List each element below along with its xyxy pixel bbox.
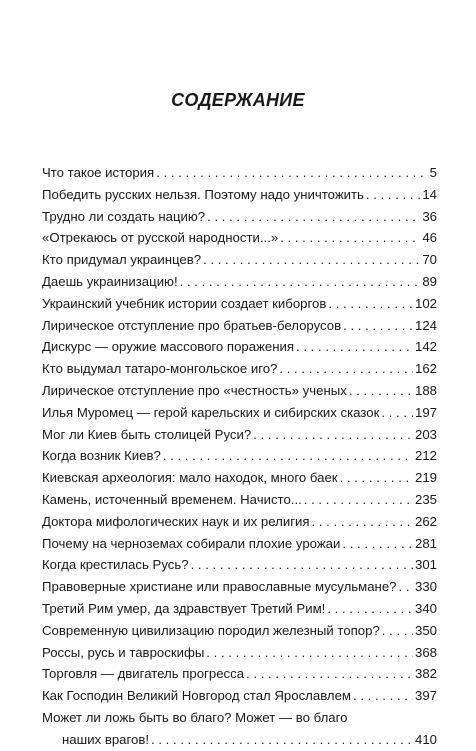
toc-entry-title: Правоверные христиане или православные мусульмане? — [42, 579, 397, 595]
toc-dot-leader — [399, 576, 413, 598]
toc-entry-title: Что такое история — [42, 165, 155, 180]
toc-entry-page: 410 — [414, 731, 437, 747]
toc-entry-page: 397 — [414, 688, 437, 704]
toc-entry-page: 124 — [414, 317, 437, 333]
toc-entry-title: Кто придумал украинцев? — [42, 252, 202, 268]
toc-entry — [42, 467, 437, 489]
toc-entry-title: Современную цивилизацию породил железный топор? — [42, 622, 380, 638]
toc-entry — [42, 424, 437, 446]
toc-entry-title: Когда крестилась Русь? — [42, 557, 189, 573]
toc-entry-page: 203 — [414, 426, 437, 442]
toc-dot-leader — [327, 598, 413, 620]
page-title: СОДЕРЖАНИЕ — [171, 90, 305, 110]
toc-entry-title: Киевская археология: мало находок, много баек — [42, 470, 338, 486]
toc-entry — [42, 685, 437, 707]
toc-entry-title: Илья Муромец — герой карельских и сибирских сказок — [42, 404, 380, 420]
toc-entry — [42, 620, 437, 642]
toc-entry-title: Даешь украинизацию! — [42, 273, 178, 289]
toc-dot-leader — [343, 315, 413, 337]
toc-entry-title: Трудно ли создать нацию? — [42, 208, 206, 224]
toc-entry-title: Торговля — двигатель прогресса — [42, 666, 245, 682]
toc-entry-page: 188 — [414, 382, 437, 398]
toc-dot-leader — [207, 206, 420, 228]
toc-dot-leader — [206, 642, 413, 664]
toc-entry-title: Доктора мифологических наук и их религия — [42, 513, 310, 529]
toc-dot-leader — [163, 445, 413, 467]
toc-entry — [42, 533, 437, 555]
toc-dot-leader — [328, 293, 413, 315]
toc-entry — [42, 489, 437, 511]
toc-entry-page: 162 — [414, 361, 437, 377]
toc-dot-leader — [342, 533, 413, 555]
toc-entry-title: Победить русских нельзя. Поэтому надо уничтожить — [42, 186, 364, 202]
toc-entry-page: 70 — [422, 252, 437, 268]
toc-dot-leader — [349, 380, 413, 402]
toc-entry — [42, 293, 437, 315]
toc-entry — [42, 315, 437, 337]
toc-entry-page: 281 — [414, 535, 437, 551]
toc-entry — [42, 336, 437, 358]
toc-dot-leader — [253, 424, 413, 446]
toc-entry-title: Лирическое отступление про братьев-белорусов — [42, 317, 342, 333]
toc-entry-line1 — [42, 707, 437, 729]
toc-dot-leader — [180, 271, 421, 293]
toc-entry-page: 301 — [414, 557, 437, 573]
toc-entry-page: 340 — [414, 600, 437, 616]
toc-entry-page: 330 — [414, 579, 437, 595]
toc-entry-title: Мог ли Киев быть столицей Руси? — [42, 426, 252, 442]
table-of-contents — [42, 162, 437, 751]
toc-dot-leader — [246, 663, 413, 685]
toc-entry-page: 368 — [414, 644, 437, 660]
toc-entry-title: «Отрекаюсь от русской народности...» — [42, 230, 279, 246]
toc-entry-title: Лирическое отступление про «честность» ученых — [42, 382, 347, 398]
toc-entry-page: 350 — [414, 622, 437, 638]
toc-entry — [42, 380, 437, 402]
toc-entry — [42, 227, 437, 249]
toc-dot-leader — [156, 162, 427, 184]
toc-entry — [42, 598, 437, 620]
toc-entry — [42, 206, 437, 228]
toc-entry-page: 382 — [414, 666, 437, 682]
toc-dot-leader — [191, 554, 413, 576]
toc-entry-page: 142 — [414, 339, 437, 355]
toc-entry-title: Третий Рим умер, да здравствует Третий Рим! — [42, 600, 326, 616]
toc-entry — [42, 576, 437, 598]
toc-dot-leader — [280, 227, 420, 249]
toc-entry — [42, 445, 437, 467]
toc-dot-leader — [304, 489, 413, 511]
toc-entry-page: 89 — [422, 273, 437, 289]
toc-entry-title: Россы, русь и тавроскифы — [42, 644, 205, 660]
toc-dot-leader — [353, 685, 413, 707]
toc-dot-leader — [340, 467, 413, 489]
toc-entry — [42, 402, 437, 424]
toc-entry — [42, 511, 437, 533]
toc-entry-title: Дискурс — оружие массового поражения — [42, 339, 295, 355]
toc-entry-page: 197 — [414, 404, 437, 420]
toc-entry — [42, 184, 437, 206]
toc-entry — [42, 249, 437, 271]
toc-entry-page: 102 — [414, 295, 437, 311]
toc-entry-page: 235 — [414, 491, 437, 507]
toc-entry — [42, 642, 437, 664]
toc-entry-page: 219 — [414, 470, 437, 486]
toc-dot-leader — [279, 358, 413, 380]
toc-entry-title: Когда возник Киев? — [42, 448, 161, 464]
toc-entry-title: Украинский учебник истории создает киборгов — [42, 295, 327, 311]
toc-entry-title: Может ли ложь быть во благо? Может — во благо — [42, 709, 348, 725]
toc-entry — [42, 358, 437, 380]
toc-entry-title: Как Господин Великий Новгород стал Ярославлем — [42, 688, 351, 704]
toc-entry-title-continued: наших врагов! — [62, 731, 150, 747]
toc-entry — [42, 554, 437, 576]
toc-dot-leader — [382, 620, 413, 642]
toc-dot-leader — [312, 511, 413, 533]
toc-entry-page: 36 — [422, 208, 437, 224]
toc-entry-page: 14 — [422, 186, 437, 202]
toc-dot-leader — [366, 184, 420, 206]
toc-entry-page: 5 — [429, 165, 437, 180]
toc-entry-page: 212 — [414, 448, 437, 464]
toc-dot-leader — [203, 249, 420, 271]
toc-entry-title: Почему на черноземах собирали плохие урожаи — [42, 535, 341, 551]
toc-entry — [42, 271, 437, 293]
toc-dot-leader — [151, 729, 413, 751]
toc-entry — [42, 663, 437, 685]
toc-entry — [42, 162, 437, 184]
toc-dot-leader — [296, 336, 413, 358]
toc-entry-page: 46 — [422, 230, 437, 246]
toc-dot-leader — [381, 402, 413, 424]
toc-entry-page: 262 — [414, 513, 437, 529]
toc-entry-title: Кто выдумал татаро-монгольское иго? — [42, 361, 278, 377]
toc-entry-title: Камень, источенный временем. Начисто... — [42, 491, 302, 507]
toc-entry-line2 — [42, 729, 437, 751]
